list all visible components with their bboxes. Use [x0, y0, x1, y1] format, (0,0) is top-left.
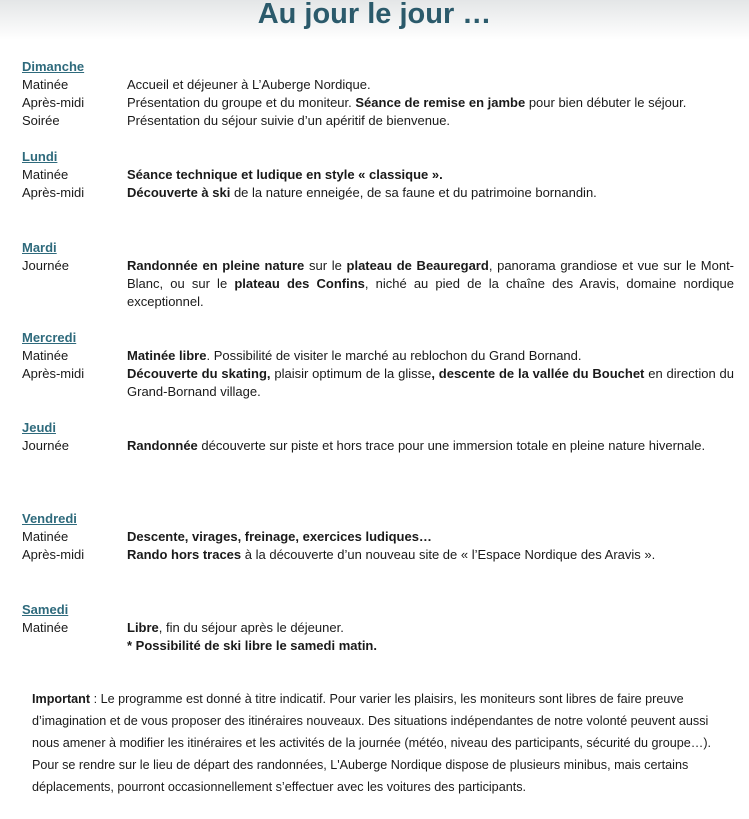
- activity-description: [127, 166, 734, 184]
- day-name: Jeudi: [22, 420, 56, 435]
- activity-text: , fin du séjour après le déjeuner.: [158, 620, 344, 635]
- page-title: Au jour le jour …: [257, 0, 492, 30]
- day-name: Samedi: [22, 602, 69, 617]
- schedule-row: [22, 528, 734, 546]
- schedule-row: [22, 619, 734, 637]
- activity-text: découverte sur piste et hors trace pour une immersion totale en pleine nature hivernale.: [197, 438, 706, 453]
- period-label: Après-midi: [22, 366, 85, 381]
- period-label: Soirée: [22, 113, 60, 128]
- important-text: : Le programme est donné à titre indicatif. Pour varier les plaisirs, les moniteurs sont libres de faire preuve d’imagination et de vous proposer des itinéraires nouveaux. Des situations indépendantes de notre volonté peuvent aussi nous amener à modifier les itinéraires et les activités de la journée (météo, niveau des participants, sécurité du groupe…).: [32, 692, 712, 750]
- day-mercredi: [22, 329, 734, 401]
- important-note: [32, 688, 722, 798]
- activity-highlight: Rando hors traces: [127, 547, 242, 562]
- period-label: Après-midi: [22, 547, 85, 562]
- day-name: Dimanche: [22, 59, 85, 74]
- activity-highlight: Randonnée: [127, 438, 198, 453]
- day-vendredi: [22, 510, 734, 564]
- day-dimanche: [22, 58, 734, 130]
- day-name: Lundi: [22, 149, 58, 164]
- schedule-row: [22, 437, 734, 455]
- activity-description: [127, 94, 734, 112]
- period-label: Journée: [22, 258, 69, 273]
- activity-text: Présentation du groupe et du moniteur.: [127, 95, 356, 110]
- activity-highlight: * Possibilité de ski libre le samedi matin.: [127, 638, 377, 653]
- period-label: Matinée: [22, 348, 69, 363]
- transport-paragraph: Pour se rendre sur le lieu de départ des randonnées, L'Auberge Nordique dispose de plusieurs minibus, mais certains déplacements, pourront occasionnellement s’effectuer avec les voitures des participants.: [32, 758, 689, 794]
- period-label: Après-midi: [22, 185, 85, 200]
- important-paragraph: [32, 688, 722, 754]
- schedule-row: [22, 112, 734, 130]
- important-label: Important: [32, 692, 91, 706]
- period-label: Journée: [22, 438, 69, 453]
- activity-description: [127, 619, 734, 637]
- activity-highlight: Séance technique et ludique en style « classique ».: [127, 167, 443, 182]
- activity-text: sur le: [304, 258, 347, 273]
- period-label: Matinée: [22, 167, 69, 182]
- activity-text: de la nature enneigée, de sa faune et du patrimoine bornandin.: [230, 185, 597, 200]
- activity-highlight: Randonnée en pleine nature: [127, 258, 305, 273]
- schedule-row: [22, 546, 734, 564]
- activity-description: [127, 112, 734, 130]
- day-lundi: [22, 148, 734, 202]
- activity-description: [127, 76, 734, 94]
- schedule-row: [22, 76, 734, 94]
- activity-highlight: Séance de remise en jambe: [355, 95, 526, 110]
- activity-description: [127, 528, 734, 546]
- activity-description: [127, 546, 734, 564]
- schedule-row: [22, 257, 734, 311]
- period-label: Matinée: [22, 620, 69, 635]
- activity-highlight: Découverte à ski: [127, 185, 231, 200]
- day-name: Mardi: [22, 240, 57, 255]
- activity-text: plaisir optimum de la glisse: [270, 366, 432, 381]
- activity-text: en direction du Grand-Bornand village.: [127, 366, 734, 399]
- day-jeudi: [22, 419, 734, 455]
- period-label: Après-midi: [22, 95, 85, 110]
- activity-text: à la découverte d’un nouveau site de « l’Espace Nordique des Aravis ».: [241, 547, 656, 562]
- day-name: Mercredi: [22, 330, 77, 345]
- activity-highlight: Libre: [127, 620, 159, 635]
- day-samedi: [22, 601, 734, 655]
- activity-highlight: Découverte du skating,: [127, 366, 271, 381]
- activity-text: , panorama grandiose et vue sur le Mont-Blanc, ou sur le: [127, 258, 735, 291]
- activity-description: [127, 365, 734, 401]
- activity-highlight: plateau des Confins: [234, 276, 365, 291]
- activity-description: [127, 347, 734, 365]
- schedule-row: [22, 637, 734, 655]
- activity-text: Accueil et déjeuner à L’Auberge Nordique.: [127, 77, 371, 92]
- day-mardi: [22, 239, 734, 311]
- schedule-row: [22, 365, 734, 401]
- schedule-row: [22, 166, 734, 184]
- period-label: Matinée: [22, 77, 69, 92]
- activity-highlight: Matinée libre: [127, 348, 207, 363]
- schedule-row: [22, 347, 734, 365]
- activity-highlight: Descente, virages, freinage, exercices ludiques…: [127, 529, 432, 544]
- activity-text: , niché au pied de la chaîne des Aravis, domaine nordique exceptionnel.: [127, 276, 734, 309]
- activity-text: pour bien débuter le séjour.: [525, 95, 687, 110]
- activity-highlight: plateau de Beauregard: [346, 258, 489, 273]
- period-label: [22, 637, 127, 655]
- activity-description: [127, 257, 734, 311]
- activity-highlight: , descente de la vallée du Bouchet: [431, 366, 645, 381]
- schedule-row: [22, 184, 734, 202]
- activity-text: Présentation du séjour suivie d’un apéritif de bienvenue.: [127, 113, 451, 128]
- schedule-row: [22, 94, 734, 112]
- activity-text: . Possibilité de visiter le marché au reblochon du Grand Bornand.: [206, 348, 582, 363]
- activity-description: [127, 437, 734, 455]
- activity-description: [127, 637, 734, 655]
- period-label: Matinée: [22, 529, 69, 544]
- activity-description: [127, 184, 734, 202]
- day-name: Vendredi: [22, 511, 77, 526]
